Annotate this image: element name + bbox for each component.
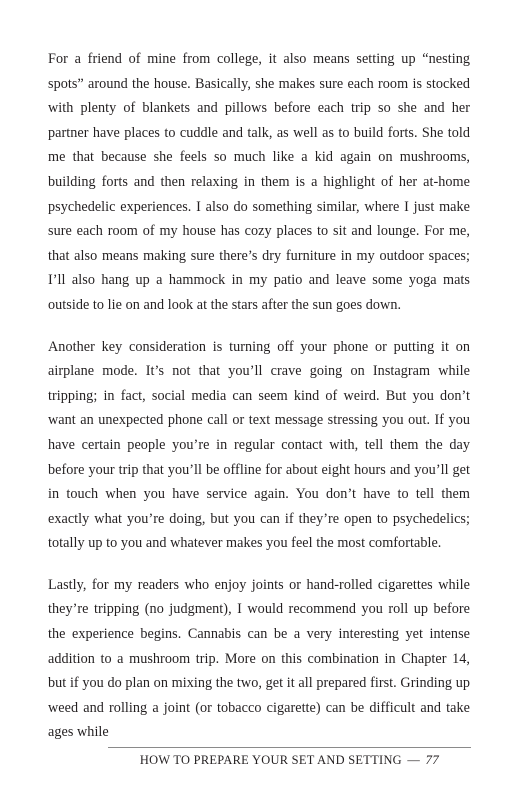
paragraph-phone-airplane-mode: Another key consideration is turning off your phone or putting it on airplane mode. It’s not that you’ll crave going on Instagram while tripping; in fact, social media can seem kind of weird. But you don’t want an unexpected phone call or text message stressing you out. If you have certain people you’re in regular contact with, tell them the day before your trip that you’ll be offline for about eight hours and you’ll get in touch when you have service again. You don’t have to tell them exactly what you’re doing, but you can if they’re open to psychedelics; totally up to you and whatever makes you feel the most comfortable.	[48, 338, 470, 552]
footer-separator: —	[407, 753, 421, 767]
page-number: 77	[425, 752, 440, 767]
body-text	[48, 47, 470, 762]
page-footer	[108, 752, 471, 768]
running-head: HOW TO PREPARE YOUR SET AND SETTING	[139, 753, 402, 767]
footer-rule	[108, 747, 471, 748]
paragraph-roll-up-before: Lastly, for my readers who enjoy joints or hand-rolled cigarettes while they’re tripping (no judgment), I would recommend you roll up before the experience begins. Cannabis can be a very interesting yet intense addition to a mushroom trip. More on this combination in Chapter 14, but if you do plan on mixing the two, get it all prepared first. Grinding up weed and rolling a joint (or tobacco cigarette) can be difficult and take ages while	[48, 576, 470, 741]
paragraph-nesting-spots: For a friend of mine from college, it also means setting up “nesting spots” around the house. Basically, she makes sure each room is stocked with plenty of blankets and pillows before each trip so she and her partner have places to cuddle and talk, as well as to build forts. She told me that because she feels so much like a kid again on mushrooms, building forts and then relaxing in them is a highlight of her at-home psychedelic experiences. I also do something similar, where I just make sure each room of my house has cozy places to sit and lounge. For me, that also means making sure there’s dry furniture in my outdoor spaces; I’ll also hang up a hammock in my patio and leave some yoga mats outside to lie on and look at the stars after the sun goes down.	[48, 51, 470, 313]
